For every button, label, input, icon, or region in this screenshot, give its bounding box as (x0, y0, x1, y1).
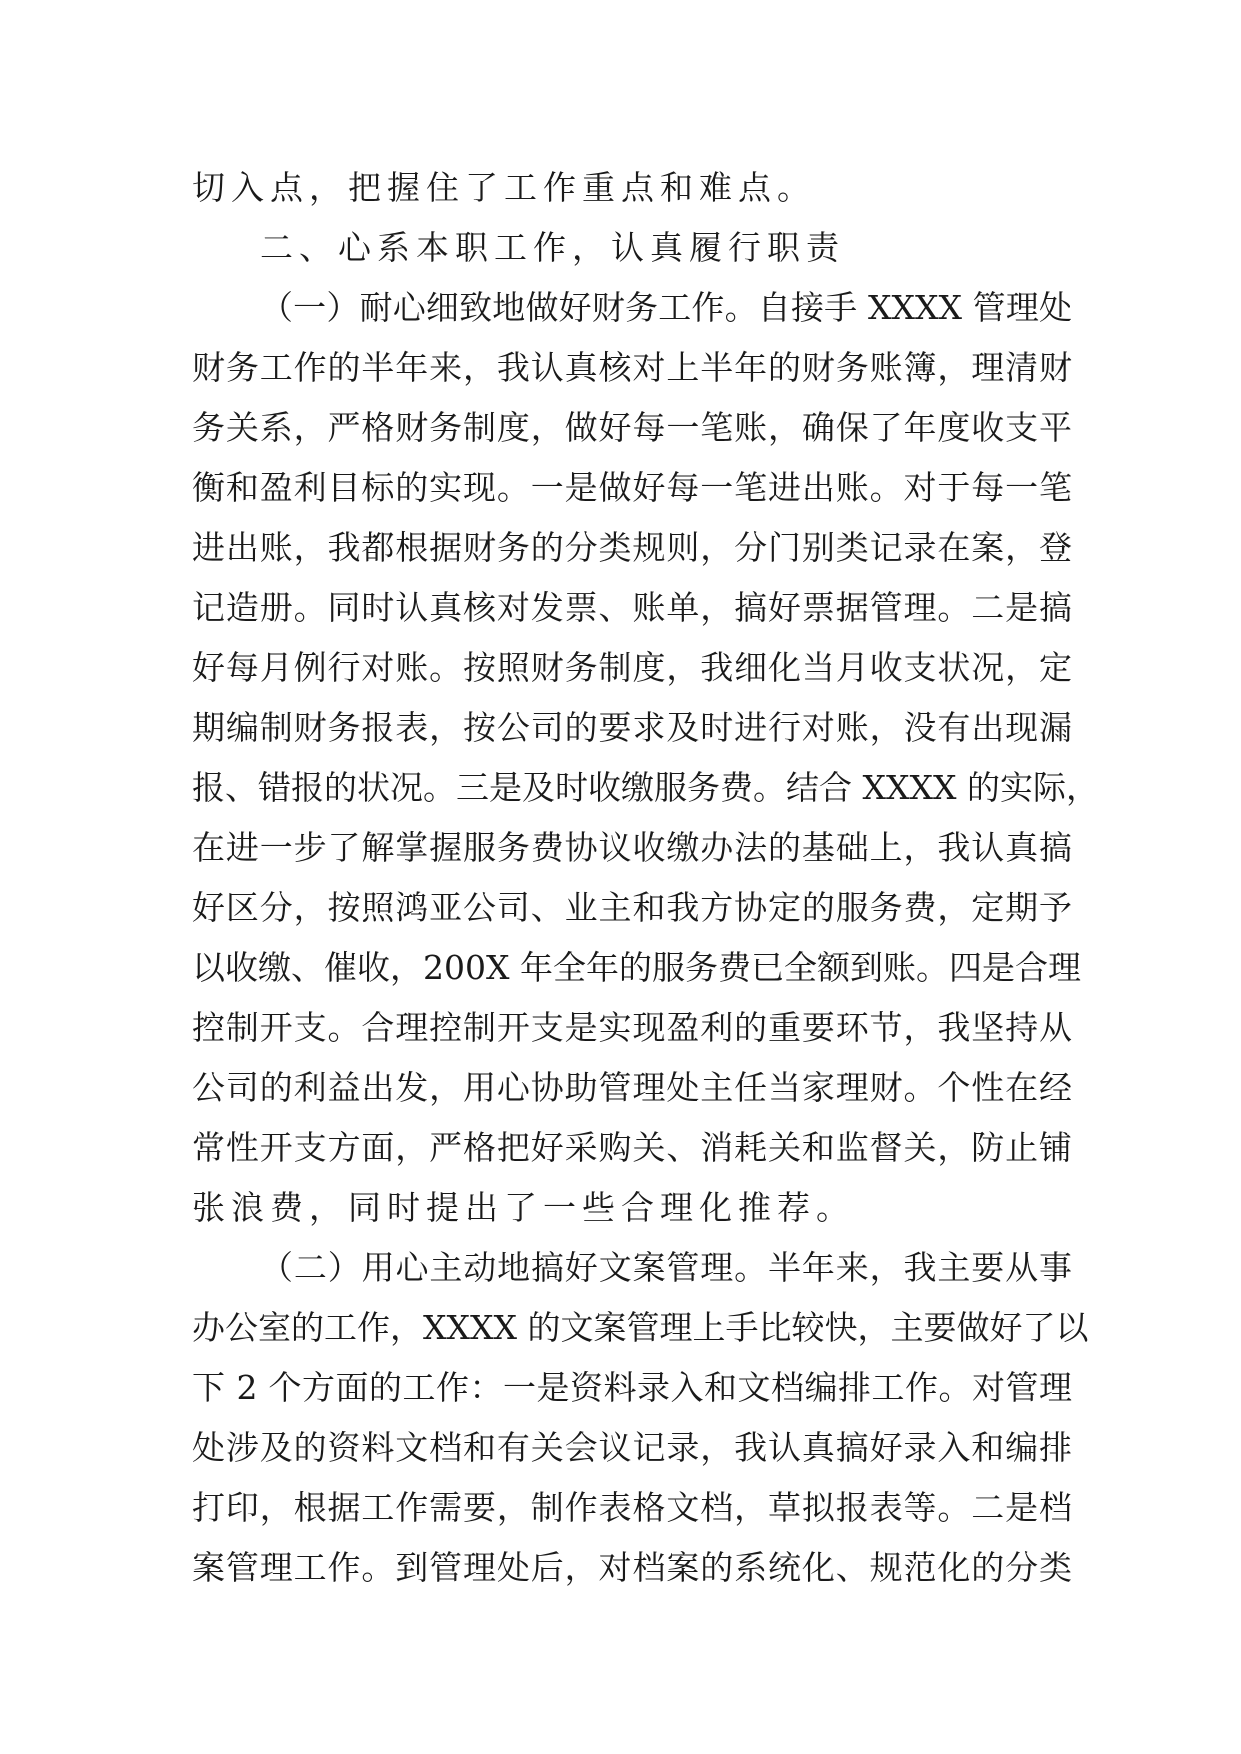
paragraph-line: 在进一步了解掌握服务费协议收缴办法的基础上，我认真搞 (192, 828, 1072, 867)
paragraph-line: 期编制财务报表，按公司的要求及时进行对账，没有出现漏 (192, 708, 1072, 747)
paragraph-line: 以收缴、催收，200X 年全年的服务费已全额到账。四是合理 (192, 948, 1081, 987)
paragraph-line: 下 2 个方面的工作：一是资料录入和文档编排工作。对管理 (192, 1368, 1072, 1407)
paragraph-line: 张浪费，同时提出了一些合理化推荐。 (192, 1188, 855, 1227)
section-heading: 二、心系本职工作，认真履行职责 (260, 228, 845, 267)
paragraph-line: 衡和盈利目标的实现。一是做好每一笔进出账。对于每一笔 (192, 468, 1072, 507)
paragraph-line: 处涉及的资料文档和有关会议记录，我认真搞好录入和编排 (192, 1428, 1072, 1467)
paragraph-line: 案管理工作。到管理处后，对档案的系统化、规范化的分类 (192, 1548, 1072, 1587)
paragraph-line: 记造册。同时认真核对发票、账单，搞好票据管理。二是搞 (192, 588, 1072, 627)
paragraph-line: 好每月例行对账。按照财务制度，我细化当月收支状况，定 (192, 648, 1072, 687)
paragraph-line: 进出账，我都根据财务的分类规则，分门别类记录在案，登 (192, 528, 1072, 567)
paragraph-line: 常性开支方面，严格把好采购关、消耗关和监督关，防止铺 (192, 1128, 1072, 1167)
paragraph-line: 控制开支。合理控制开支是实现盈利的重要环节，我坚持从 (192, 1008, 1072, 1047)
paragraph-line: 报、错报的状况。三是及时收缴服务费。结合 XXXX 的实际， (192, 768, 1099, 807)
paragraph-line: 切入点，把握住了工作重点和难点。 (192, 168, 816, 207)
paragraph-line: 打印，根据工作需要，制作表格文档，草拟报表等。二是档 (192, 1488, 1072, 1527)
paragraph-line: 务关系，严格财务制度，做好每一笔账，确保了年度收支平 (192, 408, 1072, 447)
paragraph-line: （二）用心主动地搞好文案管理。半年来，我主要从事 (260, 1248, 1072, 1287)
paragraph-line: 财务工作的半年来，我认真核对上半年的财务账簿，理清财 (192, 348, 1072, 387)
paragraph-line: 公司的利益出发，用心协助管理处主任当家理财。个性在经 (192, 1068, 1072, 1107)
paragraph-line: 好区分，按照鸿亚公司、业主和我方协定的服务费，定期予 (192, 888, 1072, 927)
paragraph-line: 办公室的工作，XXXX 的文案管理上手比较快，主要做好了以 (192, 1308, 1089, 1347)
body-text (192, 158, 1099, 1598)
paragraph-line: （一）耐心细致地做好财务工作。自接手 XXXX 管理处 (260, 288, 1072, 327)
